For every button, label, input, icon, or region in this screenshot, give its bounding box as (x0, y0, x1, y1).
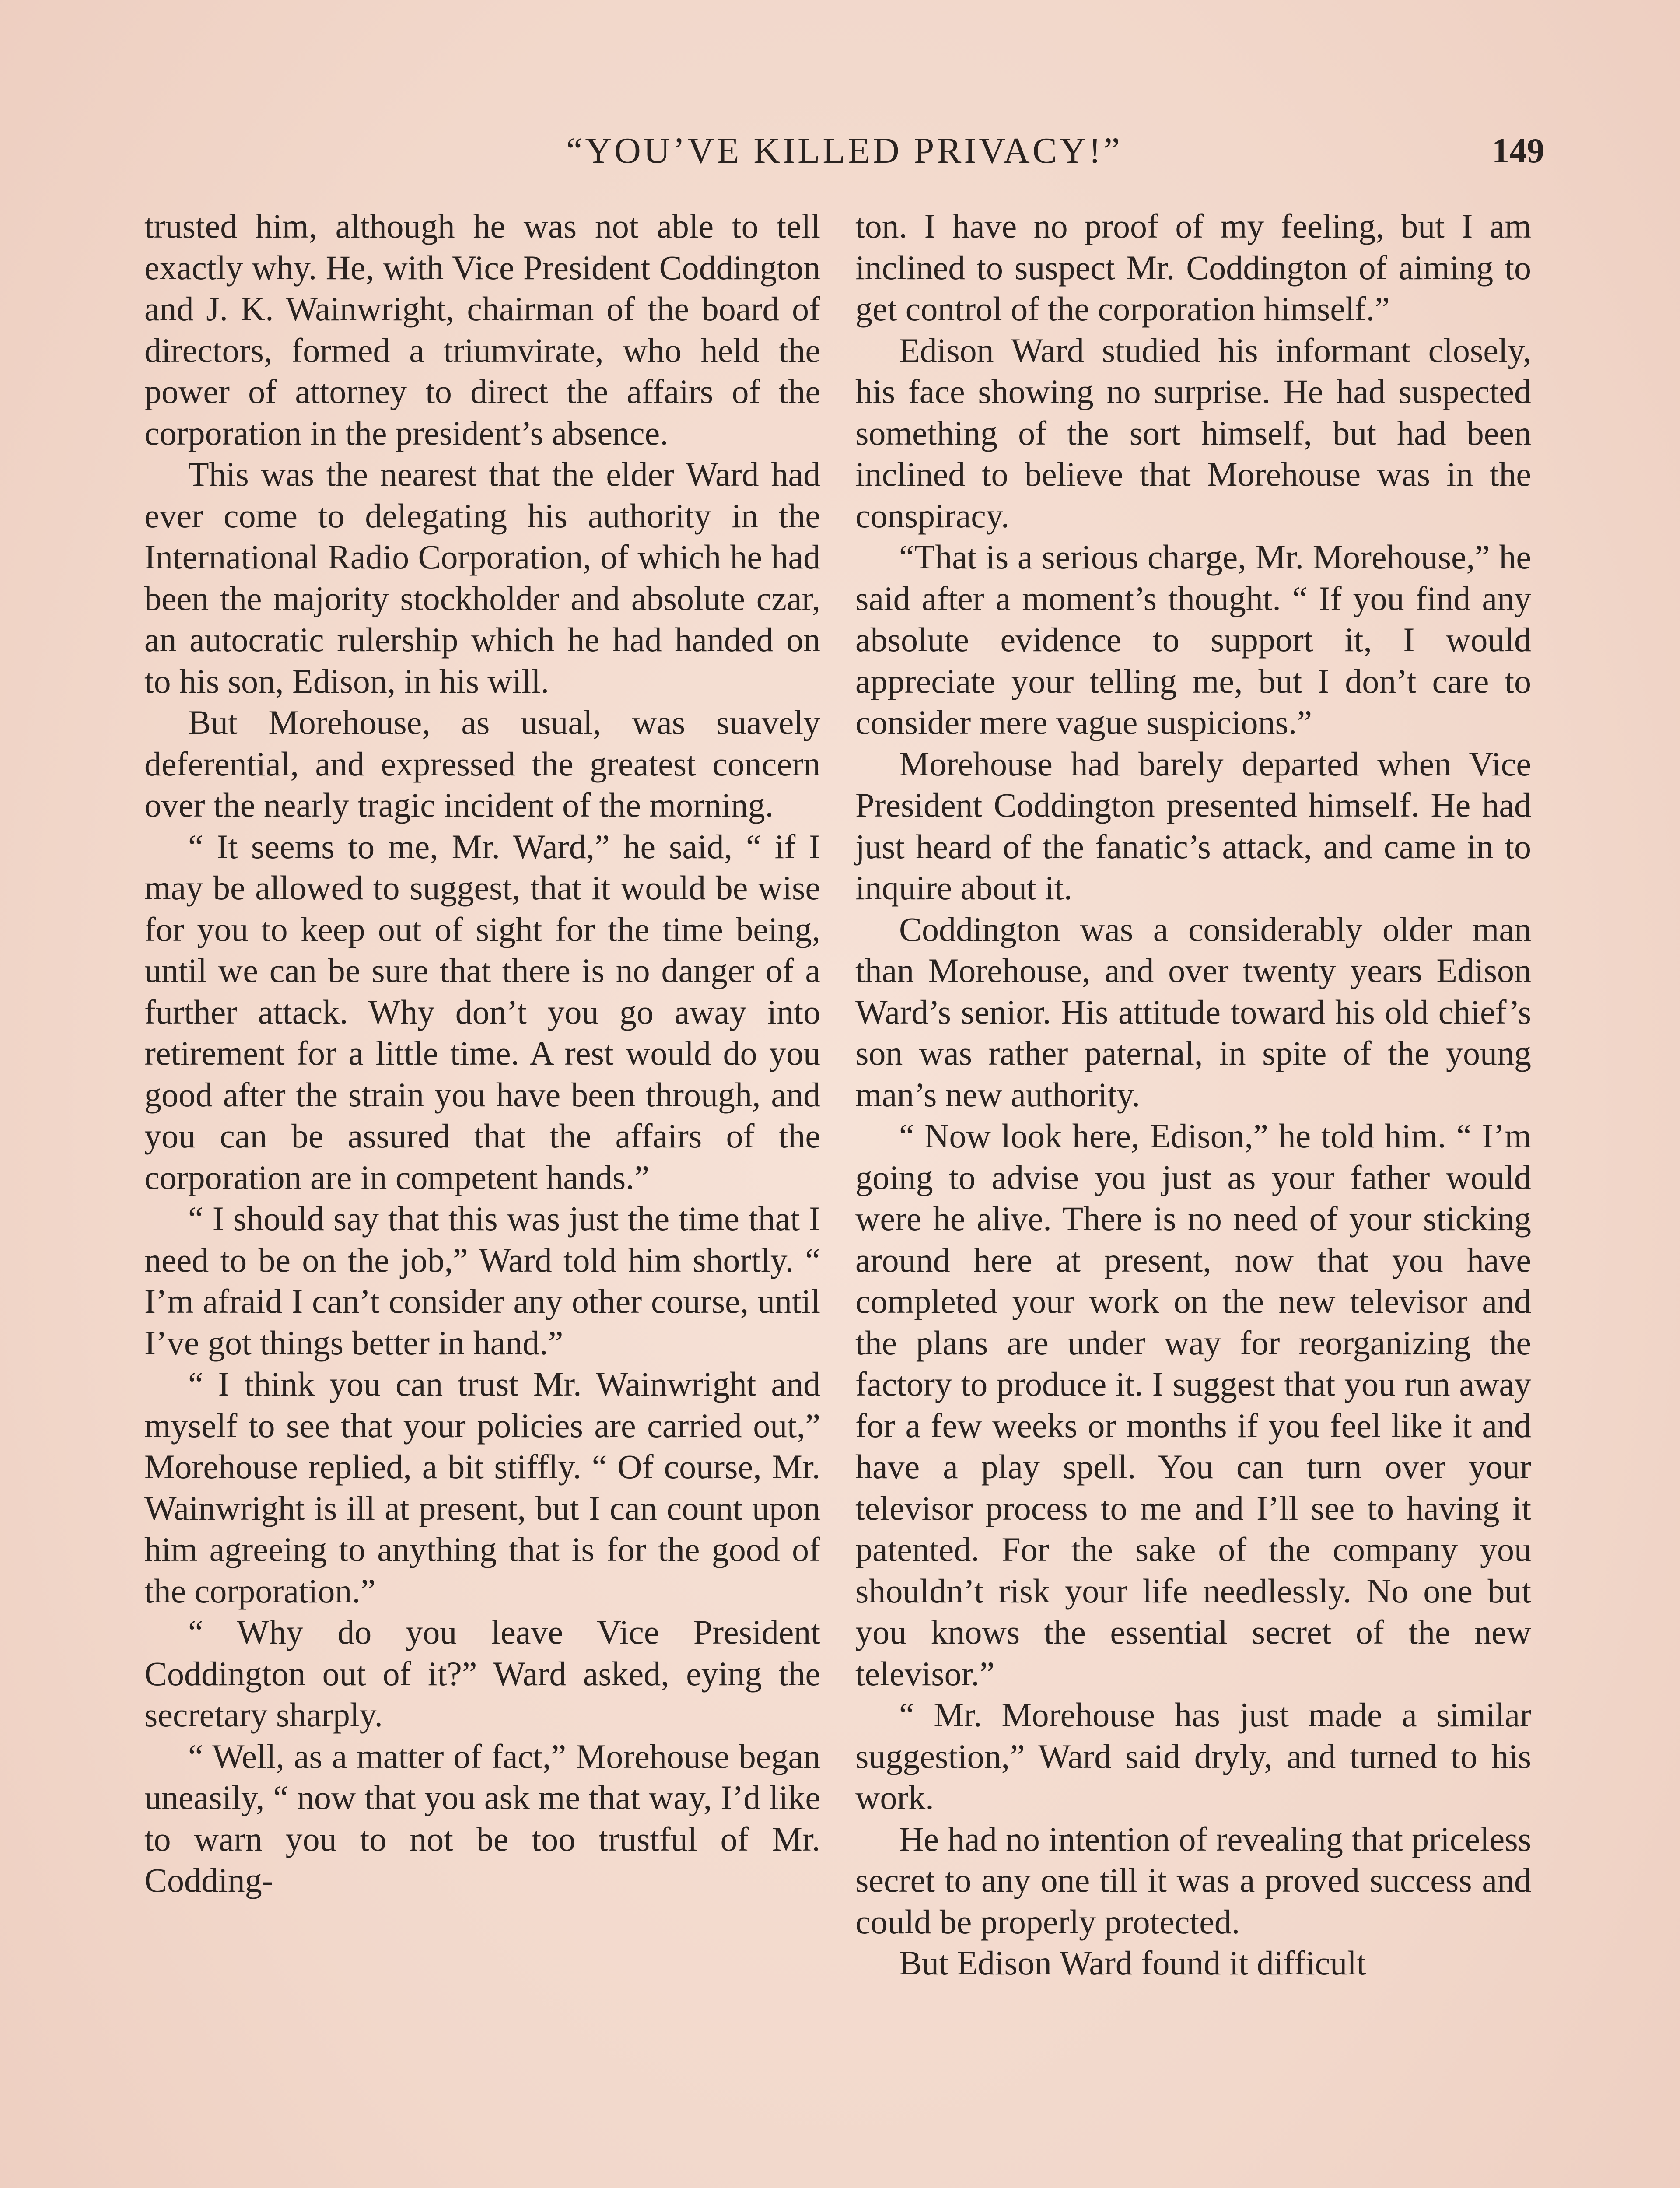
page-number: 149 (1492, 132, 1544, 170)
paragraph: Coddington was a considerably older man than Morehouse, and over twenty years Edison Ward’s senior. His attitude toward his old chief’s son was rather paternal, in spite of the young man’s new authority. (855, 910, 1531, 1114)
paragraph: “ I think you can trust Mr. Wainwright and myself to see that your policies are carried out,” Morehouse replied, a bit stiffly. “ Of course, Mr. Wainwright is ill at present, but I can count upon him agreeing to anything that is for the good of the corporation.” (144, 1365, 820, 1610)
paragraph: “ I should say that this was just the time that I need to be on the job,” Ward told him shortly. “ I’m afraid I can’t consider any other course, until I’ve got things better in hand.” (144, 1199, 820, 1362)
running-head (144, 127, 1544, 175)
paragraph: He had no intention of revealing that priceless secret to any one till it was a proved success and could be properly protected. (855, 1820, 1531, 1941)
paragraph: Edison Ward studied his informant closely, his face showing no surprise. He had suspected something of the sort himself, but had been inclined to believe that Morehouse was in the conspiracy. (855, 331, 1531, 535)
paragraph: This was the nearest that the elder Ward had ever come to delegating his authority in the International Radio Corporation, of which he had been the majority stockholder and absolute czar, an autocratic rulership which he had handed on to his son, Edison, in his will. (144, 455, 820, 700)
paragraph: “That is a serious charge, Mr. Morehouse,” he said after a moment’s thought. “ If you find any absolute evidence to support it, I would appreciate your telling me, but I don’t care to consider mere vague suspicions.” (855, 538, 1531, 741)
paragraph: “ Why do you leave Vice President Coddington out of it?” Ward asked, eying the secretary sharply. (144, 1613, 820, 1734)
right-column (855, 206, 1531, 1984)
paragraph: “ Mr. Morehouse has just made a similar suggestion,” Ward said dryly, and turned to his work. (855, 1696, 1531, 1816)
paragraph: But Morehouse, as usual, was suavely deferential, and expressed the greatest concern over the nearly tragic incident of the morning. (144, 703, 820, 824)
paragraph: ton. I have no proof of my feeling, but I am inclined to suspect Mr. Coddington of aiming to get control of the corporation himself.” (855, 207, 1531, 328)
running-title: “YOU’VE KILLED PRIVACY!” (566, 130, 1123, 171)
paragraph: “ Now look here, Edison,” he told him. “ I’m going to advise you just as your father would were he alive. There is no need of your sticking around here at present, now that you have completed your work on the new televisor and the plans are under way for reorganizing the factory to produce it. I suggest that you run away for a few weeks or months if you feel like it and have a play spell. You can turn over your televisor process to me and I’ll see to having it patented. For the sake of the company you shouldn’t risk your life needlessly. No one but you knows the essential secret of the new televisor.” (855, 1117, 1531, 1693)
paragraph: “ Well, as a matter of fact,” Morehouse began uneasily, “ now that you ask me that way, I’d like to warn you to not be too trustful of Mr. Codding- (144, 1737, 820, 1899)
left-column (144, 206, 820, 1901)
paragraph: trusted him, although he was not able to tell exactly why. He, with Vice President Coddington and J. K. Wainwright, chairman of the board of directors, formed a triumvirate, who held the power of attorney to direct the affairs of the corporation in the president’s absence. (144, 207, 820, 452)
paragraph: But Edison Ward found it difficult (899, 1944, 1366, 1982)
paragraph: “ It seems to me, Mr. Ward,” he said, “ if I may be allowed to suggest, that it would be wise for you to keep out of sight for the time being, until we can be sure that there is no danger of a further attack. Why don’t you go away into retirement for a little time. A rest would do you good after the strain you have been through, and you can be assured that the affairs of the corporation are in competent hands.” (144, 827, 820, 1196)
paragraph: Morehouse had barely departed when Vice President Coddington presented himself. He had just heard of the fanatic’s attack, and came in to inquire about it. (855, 744, 1531, 907)
